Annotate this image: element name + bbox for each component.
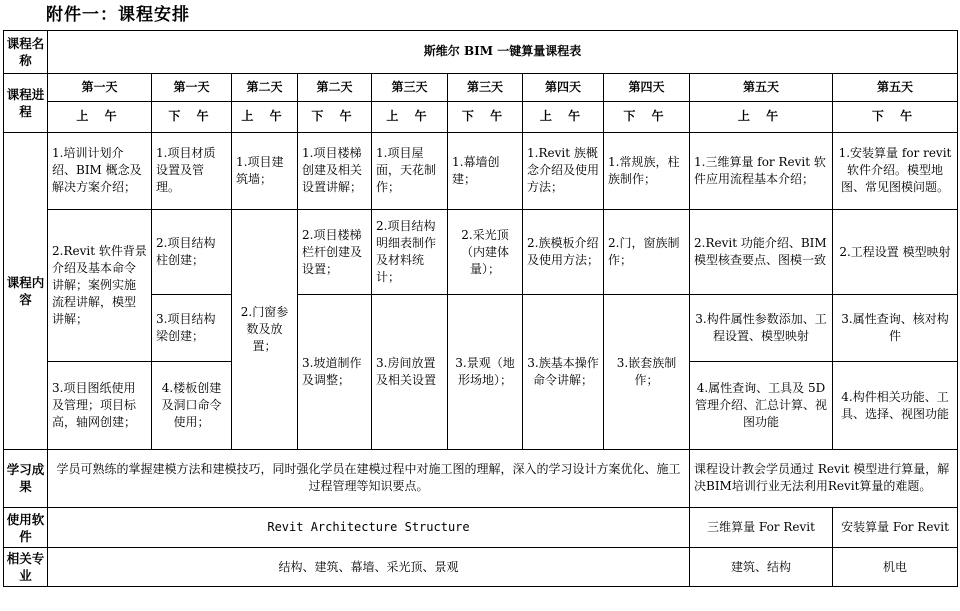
majors-right: 机电 — [833, 548, 958, 587]
session-header: 下 午 — [604, 102, 690, 132]
content-cell: 3.属性查询、核对构件 — [833, 295, 958, 362]
sessions-row — [4, 102, 958, 132]
label-progress: 课程进程 — [4, 73, 48, 132]
day-header: 第三天 — [448, 73, 523, 101]
day-header: 第五天 — [833, 73, 958, 101]
session-header: 下 午 — [448, 102, 523, 132]
session-header: 上 午 — [690, 102, 833, 132]
content-cell: 1.常规族，柱族制作； — [604, 132, 690, 209]
outcome-row — [4, 449, 958, 507]
content-cell: 3.构件属性参数添加、工程设置、模型映射 — [690, 295, 833, 362]
software-left: Revit Architecture Structure — [48, 507, 690, 548]
content-cell: 1.项目建筑墙； — [232, 132, 298, 209]
day-header: 第二天 — [298, 73, 372, 101]
day-header: 第一天 — [48, 73, 152, 101]
content-cell: 1.项目屋面，天花制作； — [372, 132, 448, 209]
content-cell: 2.Revit 功能介绍、BIM 模型核查要点、图模一致 — [690, 209, 833, 294]
content-cell: 2.族模板介绍及使用方法； — [523, 209, 604, 294]
session-header: 下 午 — [152, 102, 232, 132]
content-cell: 1.项目楼梯创建及相关设置讲解； — [298, 132, 372, 209]
content-cell: 1.Revit 族概念介绍及使用方法； — [523, 132, 604, 209]
content-cell: 4.楼板创建及洞口命令使用； — [152, 362, 232, 449]
session-header: 上 午 — [48, 102, 152, 132]
session-header: 上 午 — [232, 102, 298, 132]
day-header: 第四天 — [523, 73, 604, 101]
page-heading: 附件一：课程安排 — [46, 5, 190, 25]
software-right: 安装算量 For Revit — [833, 507, 958, 548]
content-cell: 1.幕墙创建； — [448, 132, 523, 209]
content-cell: 2.项目结构柱创建； — [152, 209, 232, 294]
software-row — [4, 507, 958, 548]
content-cell: 1.项目材质设置及管理。 — [152, 132, 232, 209]
content-cell: 2.项目楼梯栏杆创建及设置； — [298, 209, 372, 294]
outcome-right: 课程设计教会学员通过 Revit 模型进行算量，解决BIM培训行业无法利用Revit算量的难题。 — [690, 449, 958, 507]
label-content: 课程内容 — [4, 132, 48, 449]
content-cell: 3.房间放置及相关设置 — [372, 295, 448, 449]
content-cell: 1.培训计划介绍、BIM 概念及解决方案介绍； — [48, 132, 152, 209]
day-header: 第一天 — [152, 73, 232, 101]
content-cell: 3.项目图纸使用及管理；项目标高，轴网创建； — [48, 362, 152, 449]
day-header: 第四天 — [604, 73, 690, 101]
content-cell: 4.构件相关功能、工具、选择、视图功能 — [833, 362, 958, 449]
days-row — [4, 73, 958, 101]
software-mid: 三维算量 For Revit — [690, 507, 833, 548]
label-outcome: 学习成果 — [4, 449, 48, 507]
majors-row — [4, 548, 958, 587]
content-cell: 2.门窗参数及放置； — [232, 209, 298, 449]
day-header: 第五天 — [690, 73, 833, 101]
content-cell: 2.门，窗族制作； — [604, 209, 690, 294]
session-header: 下 午 — [833, 102, 958, 132]
content-cell: 1.三维算量 for Revit 软件应用流程基本介绍； — [690, 132, 833, 209]
content-cell: 2.项目结构明细表制作及材料统计； — [372, 209, 448, 294]
label-course-name: 课程名称 — [4, 31, 48, 74]
course-schedule-table — [3, 30, 958, 587]
content-cell: 3.嵌套族制作； — [604, 295, 690, 449]
content-cell: 2.工程设置 模型映射 — [833, 209, 958, 294]
label-software: 使用软件 — [4, 507, 48, 548]
content-cell: 3.族基本操作命令讲解； — [523, 295, 604, 449]
outcome-left: 学员可熟练的掌握建模方法和建模技巧，同时强化学员在建模过程中对施工图的理解，深入的学习设计方案优化、施工过程管理等知识要点。 — [48, 449, 690, 507]
day-header: 第三天 — [372, 73, 448, 101]
content-row — [4, 132, 958, 209]
content-cell: 2.采光顶（内建体量）； — [448, 209, 523, 294]
content-cell: 1.安装算量 for revit 软件介绍。模型地图、常见图模问题。 — [833, 132, 958, 209]
content-cell: 3.景观（地形场地）； — [448, 295, 523, 449]
course-title: 斯维尔 BIM 一键算量课程表 — [48, 31, 958, 74]
majors-left: 结构、建筑、幕墙、采光顶、景观 — [48, 548, 690, 587]
content-row — [4, 209, 958, 294]
content-cell: 2.Revit 软件背景介绍及基本命令讲解；案例实施流程讲解，模型讲解； — [48, 209, 152, 361]
session-header: 上 午 — [372, 102, 448, 132]
majors-mid: 建筑、结构 — [690, 548, 833, 587]
label-majors: 相关专业 — [4, 548, 48, 587]
content-cell: 3.坡道制作及调整； — [298, 295, 372, 449]
session-header: 下 午 — [298, 102, 372, 132]
day-header: 第二天 — [232, 73, 298, 101]
content-cell: 3.项目结构梁创建； — [152, 295, 232, 362]
course-name-row — [4, 31, 958, 74]
session-header: 上 午 — [523, 102, 604, 132]
content-cell: 4.属性查询、工具及 5D 管理介绍、汇总计算、视图功能 — [690, 362, 833, 449]
